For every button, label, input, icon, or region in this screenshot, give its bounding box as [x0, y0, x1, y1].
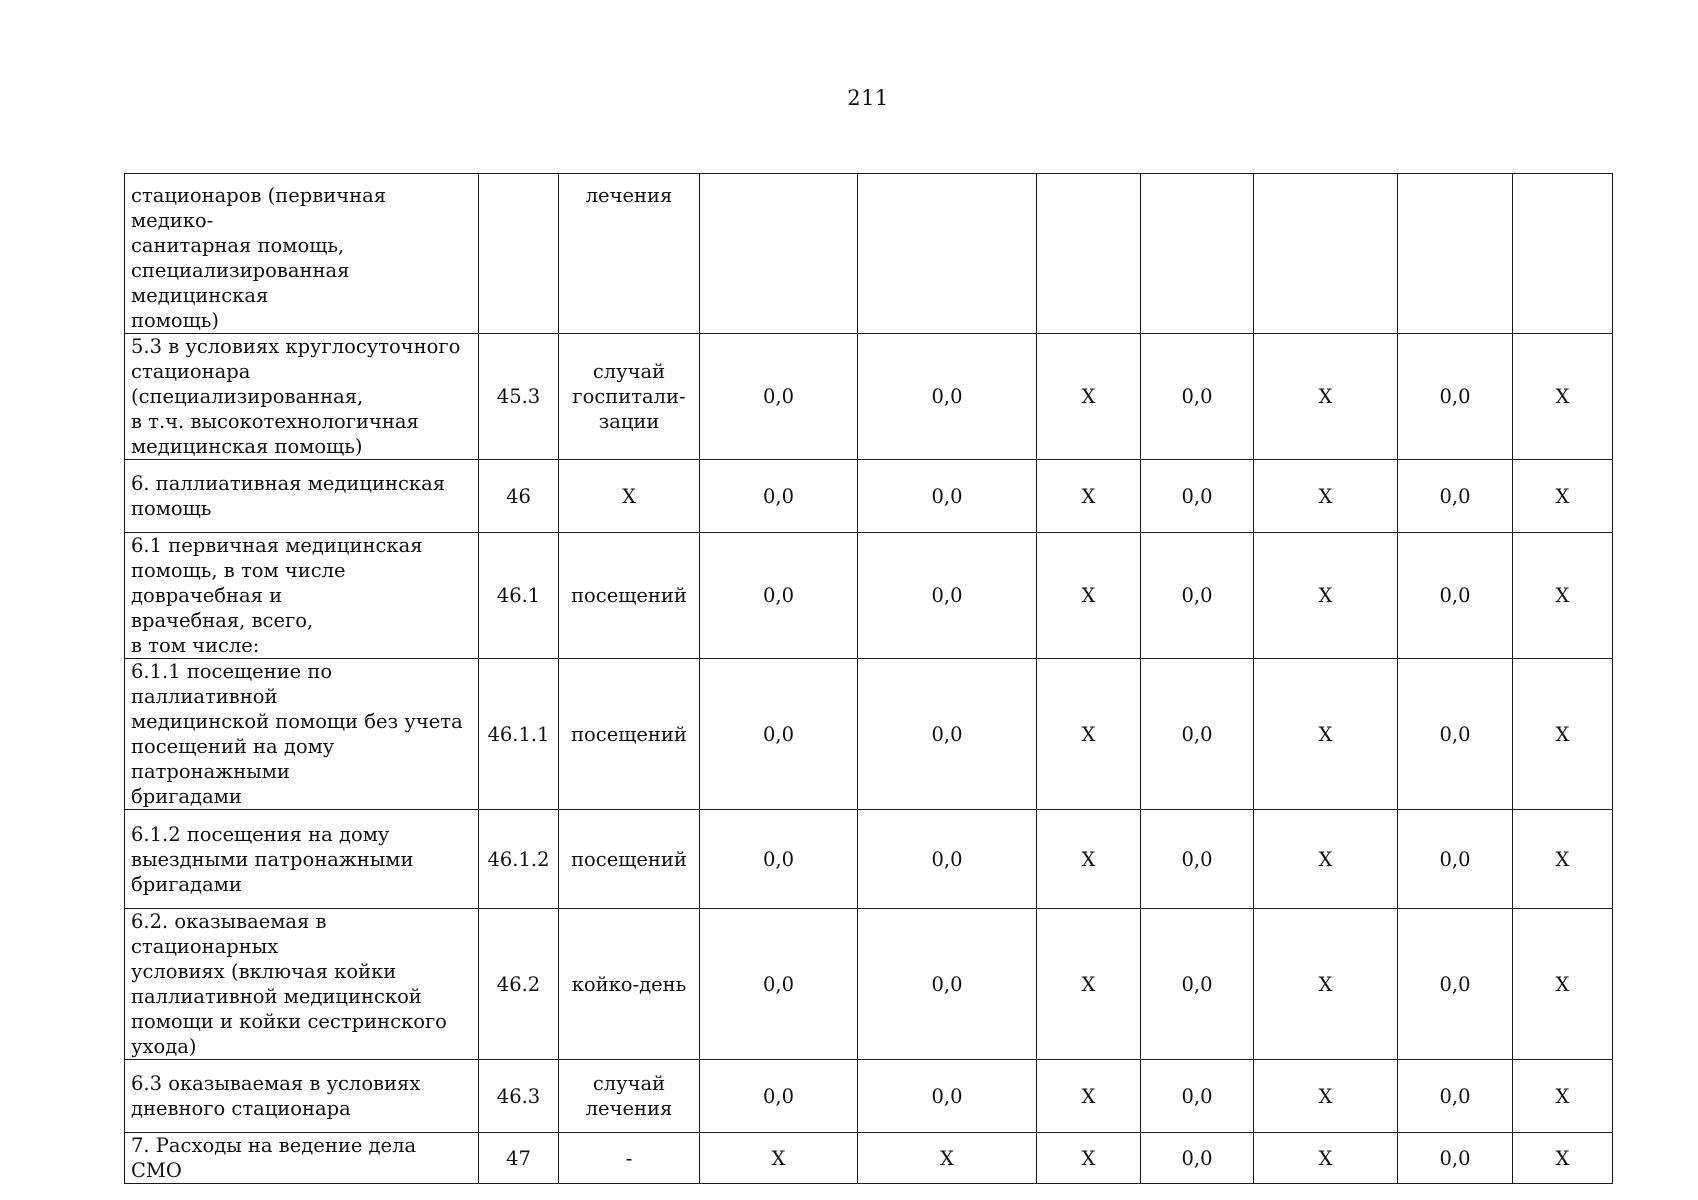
row-value-cell [700, 174, 858, 334]
row-value-cell: X [1037, 533, 1141, 659]
row-value-cell: 0,0 [858, 334, 1037, 460]
page-number: 211 [847, 86, 889, 110]
row-value-cell: X [1254, 1133, 1398, 1184]
row-code-cell: 46.2 [479, 909, 559, 1060]
row-value-cell: 0,0 [1398, 1133, 1513, 1184]
table-row [125, 533, 1613, 659]
row-value-cell: 0,0 [1398, 460, 1513, 533]
row-name-cell: 7. Расходы на ведение дела СМО [125, 1133, 479, 1184]
row-value-cell: 0,0 [700, 1060, 858, 1133]
data-table [124, 173, 1613, 1184]
row-value-cell: X [858, 1133, 1037, 1184]
row-code-cell: 46 [479, 460, 559, 533]
row-value-cell: 0,0 [858, 533, 1037, 659]
row-name-cell: 5.3 в условиях круглосуточного стационара (специализированная, в т.ч. высокотехнологичная медицинская помощь) [125, 334, 479, 460]
table-row [125, 334, 1613, 460]
row-value-cell [1513, 174, 1613, 334]
table-row [125, 659, 1613, 810]
row-value-cell: 0,0 [1141, 909, 1254, 1060]
table-row [125, 909, 1613, 1060]
row-value-cell: X [1513, 909, 1613, 1060]
row-value-cell: 0,0 [1398, 334, 1513, 460]
table-row [125, 810, 1613, 909]
row-value-cell: X [1254, 659, 1398, 810]
row-value-cell: 0,0 [858, 1060, 1037, 1133]
row-value-cell: X [1513, 1060, 1613, 1133]
row-code-cell: 46.3 [479, 1060, 559, 1133]
row-name-cell: 6.1.1 посещение по паллиативной медицинской помощи без учета посещений на дому патронажными бригадами [125, 659, 479, 810]
row-value-cell: X [1513, 659, 1613, 810]
row-value-cell: X [1513, 1133, 1613, 1184]
row-value-cell: X [1254, 1060, 1398, 1133]
row-name-cell: 6.2. оказываемая в стационарных условиях (включая койки паллиативной медицинской помощи и койки сестринского ухода) [125, 909, 479, 1060]
table-row [125, 1060, 1613, 1133]
row-value-cell: 0,0 [858, 810, 1037, 909]
row-value-cell [858, 174, 1037, 334]
row-unit-cell: случай госпитали- зации [559, 334, 700, 460]
row-unit-cell: лечения [559, 174, 700, 334]
row-value-cell: 0,0 [700, 460, 858, 533]
row-value-cell: 0,0 [1398, 1060, 1513, 1133]
row-value-cell: 0,0 [1141, 460, 1254, 533]
row-value-cell: X [1037, 909, 1141, 1060]
row-code-cell [479, 174, 559, 334]
row-unit-cell: посещений [559, 659, 700, 810]
row-value-cell: 0,0 [700, 334, 858, 460]
row-unit-cell: посещений [559, 533, 700, 659]
row-value-cell: X [1037, 460, 1141, 533]
row-name-cell: 6. паллиативная медицинская помощь [125, 460, 479, 533]
row-value-cell: X [1037, 659, 1141, 810]
row-value-cell [1037, 174, 1141, 334]
row-value-cell: X [1513, 533, 1613, 659]
row-code-cell: 46.1.1 [479, 659, 559, 810]
row-value-cell: 0,0 [1141, 659, 1254, 810]
row-value-cell: X [1254, 533, 1398, 659]
table-row [125, 174, 1613, 334]
row-unit-cell: койко-день [559, 909, 700, 1060]
row-value-cell: 0,0 [1141, 1133, 1254, 1184]
row-unit-cell: посещений [559, 810, 700, 909]
row-value-cell: 0,0 [1398, 533, 1513, 659]
row-code-cell: 45.3 [479, 334, 559, 460]
row-value-cell: 0,0 [1141, 334, 1254, 460]
row-value-cell: 0,0 [1141, 810, 1254, 909]
row-value-cell: X [1254, 460, 1398, 533]
row-value-cell [1398, 174, 1513, 334]
table-row [125, 460, 1613, 533]
row-value-cell: 0,0 [858, 460, 1037, 533]
row-value-cell: X [1254, 810, 1398, 909]
row-value-cell: X [1037, 1060, 1141, 1133]
row-value-cell: 0,0 [700, 659, 858, 810]
row-value-cell: X [1037, 810, 1141, 909]
row-value-cell: 0,0 [700, 810, 858, 909]
row-value-cell: X [1513, 460, 1613, 533]
row-name-cell: 6.1 первичная медицинская помощь, в том числе доврачебная и врачебная, всего, в том числе: [125, 533, 479, 659]
row-unit-cell: случай лечения [559, 1060, 700, 1133]
row-value-cell: X [1037, 334, 1141, 460]
row-value-cell: 0,0 [1141, 533, 1254, 659]
row-name-cell: 6.1.2 посещения на дому выездными патронажными бригадами [125, 810, 479, 909]
row-unit-cell: - [559, 1133, 700, 1184]
row-code-cell: 47 [479, 1133, 559, 1184]
row-value-cell: X [1513, 810, 1613, 909]
row-unit-cell: X [559, 460, 700, 533]
row-value-cell: 0,0 [858, 659, 1037, 810]
row-value-cell: X [700, 1133, 858, 1184]
row-value-cell: 0,0 [1141, 1060, 1254, 1133]
row-value-cell [1254, 174, 1398, 334]
row-value-cell: X [1037, 1133, 1141, 1184]
row-value-cell: X [1254, 334, 1398, 460]
table-row [125, 1133, 1613, 1184]
row-value-cell: 0,0 [1398, 810, 1513, 909]
row-value-cell: 0,0 [700, 909, 858, 1060]
row-name-cell: стационаров (первичная медико- санитарная помощь, специализированная медицинская помощь) [125, 174, 479, 334]
row-name-cell: 6.3 оказываемая в условиях дневного стационара [125, 1060, 479, 1133]
row-code-cell: 46.1 [479, 533, 559, 659]
row-value-cell: 0,0 [858, 909, 1037, 1060]
row-value-cell: 0,0 [1398, 659, 1513, 810]
row-value-cell: X [1254, 909, 1398, 1060]
row-value-cell: 0,0 [1398, 909, 1513, 1060]
row-value-cell [1141, 174, 1254, 334]
row-value-cell: X [1513, 334, 1613, 460]
row-value-cell: 0,0 [700, 533, 858, 659]
row-code-cell: 46.1.2 [479, 810, 559, 909]
